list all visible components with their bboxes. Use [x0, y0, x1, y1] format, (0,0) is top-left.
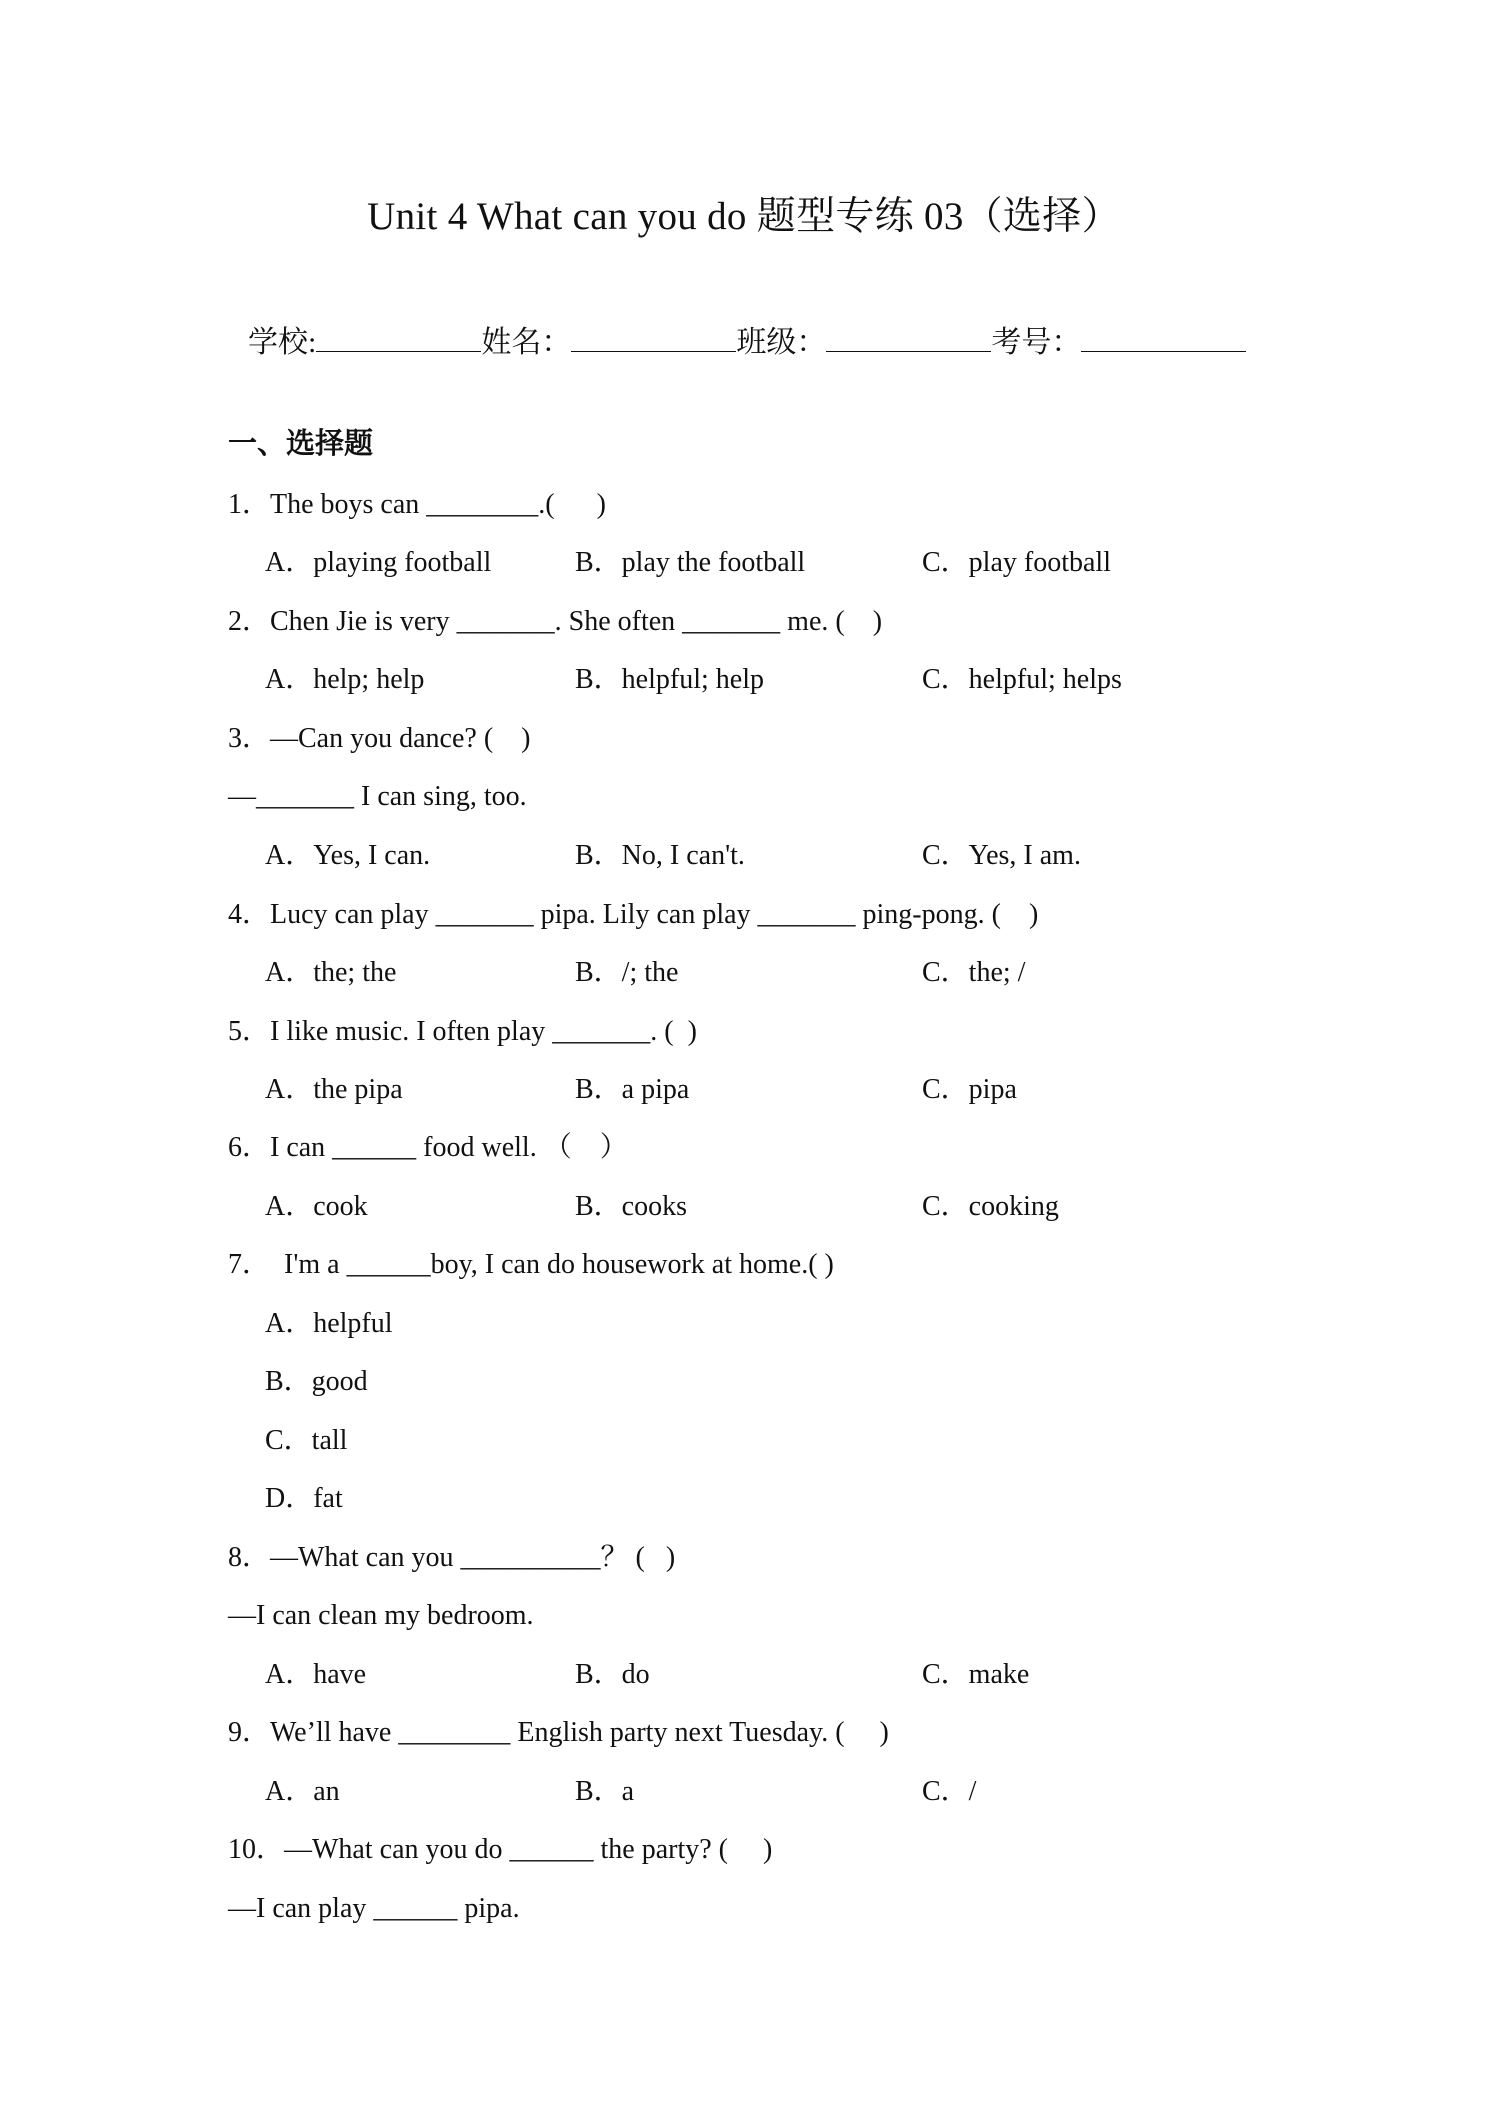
q8-reply: —I can clean my bedroom.	[228, 1600, 534, 1631]
q3-reply: —_______ I can sing, too.	[228, 781, 527, 812]
name-blank[interactable]	[571, 325, 736, 352]
exam-no-blank[interactable]	[1081, 325, 1246, 352]
page-title: Unit 4 What can you do 题型专练 03（选择）	[367, 195, 1121, 238]
q5-option-c[interactable]: C．pipa	[922, 1074, 1017, 1105]
school-blank[interactable]	[316, 325, 481, 352]
question-4: 4．Lucy can play _______ pipa. Lily can play _______ ping-pong. ( )	[228, 899, 1039, 930]
q3-option-a[interactable]: A．Yes, I can.	[265, 840, 431, 871]
q7-option-b[interactable]: B．good	[265, 1366, 368, 1397]
q1-option-b[interactable]: B．play the football	[575, 547, 806, 578]
q9-option-a[interactable]: A．an	[265, 1776, 340, 1807]
q6-option-b[interactable]: B．cooks	[575, 1191, 688, 1222]
q1-option-a[interactable]: A．playing football	[265, 547, 492, 578]
q7-option-a[interactable]: A．helpful	[265, 1308, 393, 1339]
q5-option-b[interactable]: B．a pipa	[575, 1074, 690, 1105]
q5-option-a[interactable]: A．the pipa	[265, 1074, 403, 1105]
q7-option-c[interactable]: C．tall	[265, 1425, 348, 1456]
student-info-line	[248, 323, 1246, 363]
q4-option-c[interactable]: C．the; /	[922, 957, 1026, 988]
school-label: 学校:	[248, 326, 317, 359]
q6-option-c[interactable]: C．cooking	[922, 1191, 1059, 1222]
q8-option-c[interactable]: C．make	[922, 1659, 1030, 1690]
question-1: 1．The boys can ________.( )	[228, 489, 606, 520]
q4-option-a[interactable]: A．the; the	[265, 957, 397, 988]
question-6: 6．I can ______ food well. （ ）	[228, 1132, 628, 1163]
question-3: 3．—Can you dance? ( )	[228, 723, 531, 754]
q1-option-c[interactable]: C．play football	[922, 547, 1111, 578]
class-label: 班级：	[736, 326, 827, 359]
question-5: 5．I like music. I often play _______. ( )	[228, 1016, 697, 1047]
q2-option-c[interactable]: C．helpful; helps	[922, 664, 1122, 695]
exam-no-label: 考号：	[991, 326, 1082, 359]
q9-option-c[interactable]: C．/	[922, 1776, 977, 1807]
section-heading: 一、选择题	[228, 428, 374, 460]
name-label: 姓名：	[481, 326, 572, 359]
question-8: 8．—What can you __________？ ( )	[228, 1542, 676, 1573]
q9-option-b[interactable]: B．a	[575, 1776, 635, 1807]
q3-option-b[interactable]: B．No, I can't.	[575, 840, 745, 871]
q8-option-b[interactable]: B．do	[575, 1659, 650, 1690]
q6-option-a[interactable]: A．cook	[265, 1191, 368, 1222]
q3-option-c[interactable]: C．Yes, I am.	[922, 840, 1081, 871]
question-10: 10．—What can you do ______ the party? ( )	[228, 1834, 773, 1865]
question-9: 9．We’ll have ________ English party next Tuesday. ( )	[228, 1717, 889, 1748]
q7-option-d[interactable]: D．fat	[265, 1483, 343, 1514]
question-2: 2．Chen Jie is very _______. She often _______ me. ( )	[228, 606, 883, 637]
q2-option-a[interactable]: A．help; help	[265, 664, 425, 695]
question-7: 7． I'm a ______boy, I can do housework at home.( )	[228, 1249, 834, 1280]
class-blank[interactable]	[826, 325, 991, 352]
q4-option-b[interactable]: B．/; the	[575, 957, 679, 988]
q10-reply: —I can play ______ pipa.	[228, 1893, 520, 1924]
q8-option-a[interactable]: A．have	[265, 1659, 367, 1690]
q2-option-b[interactable]: B．helpful; help	[575, 664, 764, 695]
